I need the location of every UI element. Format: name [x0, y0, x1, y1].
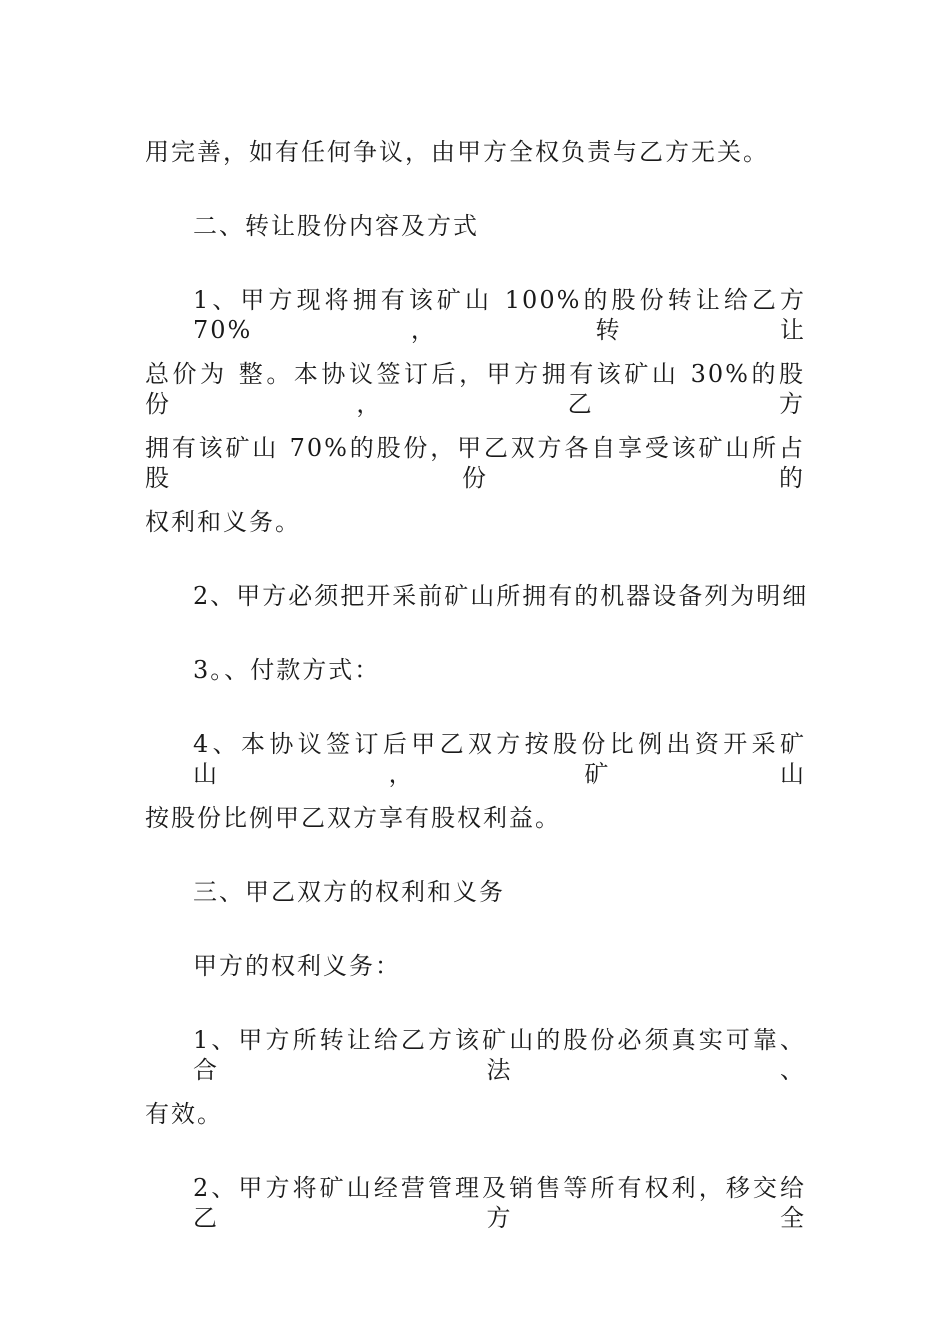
text-line: 总价为 整。本协议签订后，甲方拥有该矿山 30%的股份，乙方 [145, 360, 805, 418]
text-line: 1、甲方现将拥有该矿山 100%的股份转让给乙方 70%，转让 [193, 286, 806, 344]
text-line: 2、甲方必须把开采前矿山所拥有的机器设备列为明细 [193, 582, 809, 610]
text-line: 1、甲方所转让给乙方该矿山的股份必须真实可靠、合法、 [193, 1026, 806, 1084]
text-line: 用完善，如有任何争议，由甲方全权负责与乙方无关。 [145, 138, 769, 166]
text-line: 4、本协议签订后甲乙双方按股份比例出资开采矿山，矿山 [193, 730, 806, 788]
text-line: 3。、付款方式： [193, 656, 381, 684]
text-line: 拥有该矿山 70%的股份，甲乙双方各自享受该矿山所占股份的 [145, 434, 805, 492]
text-line: 有效。 [145, 1100, 223, 1128]
subsection-heading: 甲方的权利义务： [193, 952, 401, 980]
section-heading: 二、转让股份内容及方式 [193, 212, 479, 240]
text-line: 2、甲方将矿山经营管理及销售等所有权利，移交给乙方全 [193, 1174, 806, 1232]
text-line: 权利和义务。 [145, 508, 301, 536]
section-heading: 三、甲乙双方的权利和义务 [193, 878, 505, 906]
text-line: 按股份比例甲乙双方享有股权利益。 [145, 804, 561, 832]
